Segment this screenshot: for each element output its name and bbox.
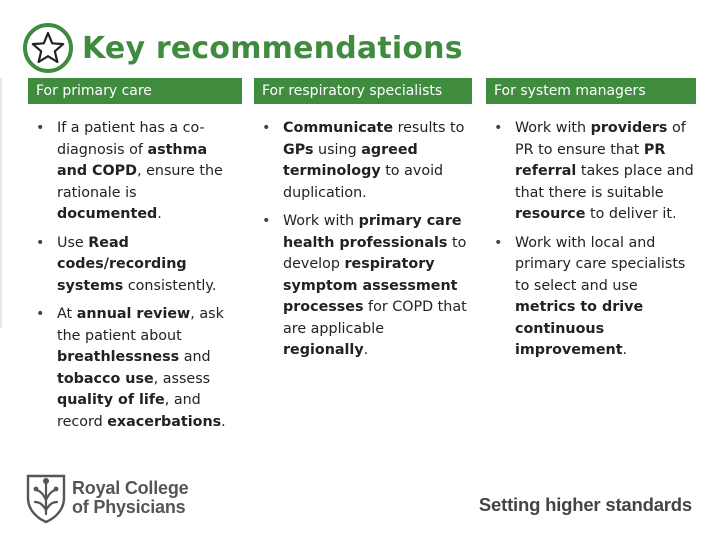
text-run: . (363, 342, 369, 358)
text-run: of PR to ensure that (515, 120, 686, 158)
text-run: Work with (515, 120, 591, 136)
text-run: If a patient has a co-diagnosis of (57, 120, 205, 158)
text-run: , and record (57, 392, 201, 430)
rcp-logo (24, 472, 188, 524)
logo-wordmark (72, 479, 188, 517)
bold-phrase: Read codes/recording systems (57, 234, 187, 294)
bold-phrase: annual review (76, 306, 191, 322)
bullet-item (254, 118, 472, 204)
column-heading: For respiratory specialists (254, 78, 472, 104)
text-run: to develop (283, 234, 467, 272)
text-run: . (622, 342, 628, 358)
bold-phrase: documented (57, 206, 158, 222)
bold-phrase: asthma and COPD (57, 141, 208, 179)
column-heading: For system managers (486, 78, 696, 104)
star-icon (22, 22, 74, 74)
text-run: Use (57, 234, 89, 251)
text-run: Work with (283, 213, 359, 229)
text-run: , ensure the rationale is (57, 163, 223, 201)
text-run: . (157, 206, 162, 222)
text-run: At (57, 306, 77, 322)
column-primary-care (28, 78, 242, 440)
bullet-item (254, 211, 472, 362)
text-run: to deliver it. (585, 206, 677, 222)
bullet-item (486, 233, 696, 362)
bold-phrase: tobacco use (57, 370, 154, 387)
bold-phrase: agreed terminology (283, 141, 418, 179)
logo-line: of Physicians (72, 497, 186, 517)
bold-phrase: resource (515, 206, 586, 222)
bold-phrase: providers (590, 120, 668, 136)
rcp-crest-icon (24, 472, 68, 524)
bullet-item (486, 118, 696, 226)
bold-phrase: breathlessness (57, 349, 180, 365)
bold-phrase: respiratory symptom assessment processes (283, 256, 458, 315)
bold-phrase: regionally (283, 342, 364, 358)
text-run: Work with local and primary care specialists to select and use (515, 234, 686, 294)
bullet-item (28, 233, 242, 298)
bold-phrase: exacerbations (107, 413, 222, 430)
bullet-list (486, 118, 696, 362)
column-heading: For primary care (28, 78, 242, 104)
text-run: , ask the patient about (57, 306, 224, 344)
bold-phrase: Communicate (283, 120, 394, 136)
text-run: for COPD that are applicable (283, 299, 467, 337)
bold-phrase: quality of life (57, 392, 165, 408)
bold-phrase: PR referral (515, 141, 666, 179)
text-run: , assess (153, 370, 211, 387)
slide-header (22, 20, 463, 76)
bold-phrase: metrics to drive continuous improvement (515, 299, 644, 358)
tagline: Setting higher standards (478, 494, 692, 515)
bullet-list (28, 118, 242, 433)
left-edge-rule (0, 78, 2, 328)
bullet-item (28, 118, 242, 226)
text-run: consistently. (123, 277, 217, 294)
page-title: Key recommendations (82, 30, 463, 66)
bullet-list (254, 118, 472, 362)
text-run: results to (393, 120, 465, 136)
bold-phrase: GPs (283, 141, 314, 158)
bullet-item (28, 304, 242, 433)
text-run: takes place and that there is suitable (515, 163, 694, 201)
bold-phrase: primary care health professionals (283, 213, 462, 251)
text-run: to avoid duplication. (283, 163, 444, 201)
column-respiratory-specialists (254, 78, 472, 369)
text-run: and (179, 349, 211, 365)
text-run: . (221, 413, 226, 430)
logo-line: Royal College (72, 478, 189, 498)
column-system-managers (486, 78, 696, 369)
text-run: using (313, 141, 362, 158)
